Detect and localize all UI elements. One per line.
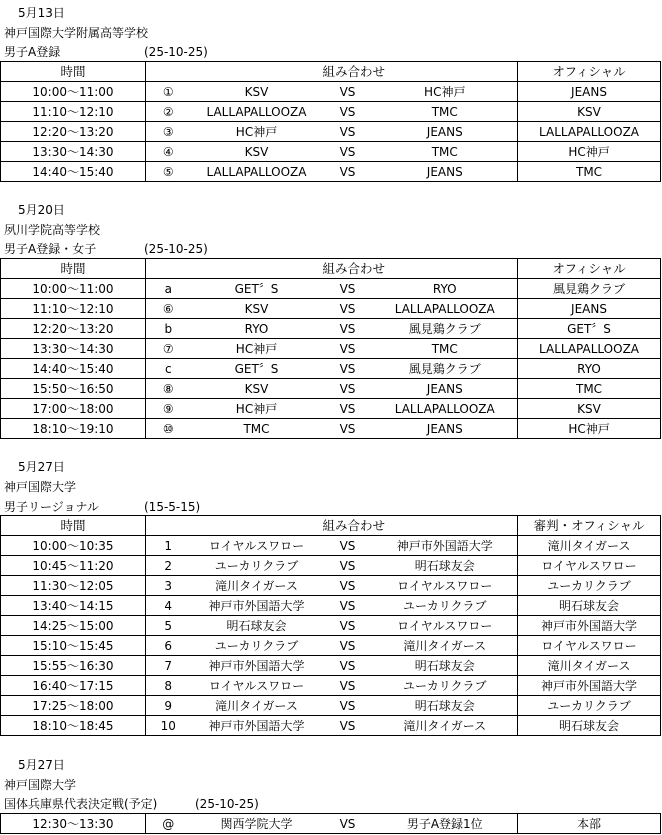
team2-cell: JEANS xyxy=(373,162,518,182)
time-cell: 12:30～13:30 xyxy=(1,814,146,834)
section3-format: (15-5-15) xyxy=(144,500,201,514)
match-number: ⑩ xyxy=(146,419,191,439)
team2-cell: 風見鶏クラブ xyxy=(373,359,518,379)
team2-cell: LALLAPALLOOZA xyxy=(373,299,518,319)
time-cell: 10:00～11:00 xyxy=(1,279,146,299)
match-number: 7 xyxy=(146,656,191,676)
team1-cell: 滝川タイガース xyxy=(191,576,323,596)
official-cell: 滝川タイガース xyxy=(518,656,661,676)
official-cell: JEANS xyxy=(518,299,661,319)
team1-cell: HC神戸 xyxy=(191,399,323,419)
section2-table xyxy=(0,258,661,439)
time-cell: 11:30～12:05 xyxy=(1,576,146,596)
team1-cell: KSV xyxy=(191,299,323,319)
time-cell: 10:00～11:00 xyxy=(1,82,146,102)
official-cell: GET〞S xyxy=(518,319,661,339)
time-cell: 15:55～16:30 xyxy=(1,656,146,676)
vs-cell: VS xyxy=(323,162,373,182)
table-row xyxy=(1,636,661,656)
table-row xyxy=(1,696,661,716)
official-cell: RYO xyxy=(518,359,661,379)
team2-cell: JEANS xyxy=(373,419,518,439)
table-row xyxy=(1,319,661,339)
team1-cell: RYO xyxy=(191,319,323,339)
vs-cell: VS xyxy=(323,142,373,162)
official-cell: TMC xyxy=(518,379,661,399)
vs-cell: VS xyxy=(323,122,373,142)
match-number: ① xyxy=(146,82,191,102)
official-cell: LALLAPALLOOZA xyxy=(518,122,661,142)
vs-cell: VS xyxy=(323,399,373,419)
official-cell: 本部 xyxy=(518,814,661,834)
time-cell: 12:20～13:20 xyxy=(1,319,146,339)
vs-cell: VS xyxy=(323,319,373,339)
table-row xyxy=(1,419,661,439)
official-cell: 明石球友会 xyxy=(518,596,661,616)
match-number: 9 xyxy=(146,696,191,716)
team1-cell: HC神戸 xyxy=(191,339,323,359)
vs-cell: VS xyxy=(323,696,373,716)
team1-cell: HC神戸 xyxy=(191,122,323,142)
team1-cell: ユーカリクラブ xyxy=(191,636,323,656)
table-row xyxy=(1,556,661,576)
team2-cell: TMC xyxy=(373,142,518,162)
section1-venue: 神戸国際大学附属高等学校 xyxy=(4,26,149,40)
table-row xyxy=(1,122,661,142)
time-cell: 12:20～13:20 xyxy=(1,122,146,142)
team2-cell: TMC xyxy=(373,339,518,359)
table-row xyxy=(1,536,661,556)
match-number: ⑤ xyxy=(146,162,191,182)
table-row xyxy=(1,279,661,299)
team1-cell: 神戸市外国語大学 xyxy=(191,656,323,676)
official-cell: HC神戸 xyxy=(518,142,661,162)
official-cell: KSV xyxy=(518,399,661,419)
match-number: ⑧ xyxy=(146,379,191,399)
section4-table xyxy=(0,813,661,834)
official-cell: 風見鶏クラブ xyxy=(518,279,661,299)
table-row xyxy=(1,339,661,359)
official-cell: 滝川タイガース xyxy=(518,536,661,556)
table-row xyxy=(1,379,661,399)
time-cell: 10:45～11:20 xyxy=(1,556,146,576)
section4-date: 5月27日 xyxy=(18,758,65,772)
table-row xyxy=(1,299,661,319)
team1-cell: KSV xyxy=(191,379,323,399)
section4-format: (25-10-25) xyxy=(195,797,259,811)
table-row xyxy=(1,716,661,736)
table-header-row xyxy=(1,516,661,536)
time-cell: 11:10～12:10 xyxy=(1,102,146,122)
team2-cell: ロイヤルスワロー xyxy=(373,616,518,636)
vs-cell: VS xyxy=(323,359,373,379)
team2-cell: JEANS xyxy=(373,122,518,142)
time-cell: 17:00～18:00 xyxy=(1,399,146,419)
section4-venue: 神戸国際大学 xyxy=(4,778,77,792)
vs-cell: VS xyxy=(323,616,373,636)
table-row xyxy=(1,102,661,122)
time-cell: 18:10～18:45 xyxy=(1,716,146,736)
team1-cell: 明石球友会 xyxy=(191,616,323,636)
time-cell: 14:40～15:40 xyxy=(1,162,146,182)
time-cell: 18:10～19:10 xyxy=(1,419,146,439)
table-row xyxy=(1,399,661,419)
match-number: 5 xyxy=(146,616,191,636)
table-row xyxy=(1,596,661,616)
section3-date: 5月27日 xyxy=(18,460,65,474)
table-row xyxy=(1,162,661,182)
section2-category: 男子A登録・女子 xyxy=(4,242,97,256)
match-number: 4 xyxy=(146,596,191,616)
section4-category: 国体兵庫県代表決定戦(予定) xyxy=(4,797,158,811)
table-row xyxy=(1,142,661,162)
team2-cell: 男子A登録1位 xyxy=(373,814,518,834)
team1-cell: LALLAPALLOOZA xyxy=(191,102,323,122)
vs-cell: VS xyxy=(323,379,373,399)
team2-cell: 明石球友会 xyxy=(373,696,518,716)
vs-cell: VS xyxy=(323,536,373,556)
section2-format: (25-10-25) xyxy=(144,242,208,256)
official-header: 審判・オフィシャル xyxy=(518,516,661,536)
team1-cell: 滝川タイガース xyxy=(191,696,323,716)
official-cell: ロイヤルスワロー xyxy=(518,636,661,656)
section3-category: 男子リージョナル xyxy=(4,500,99,514)
time-header: 時間 xyxy=(1,516,146,536)
official-cell: 神戸市外国語大学 xyxy=(518,676,661,696)
time-cell: 13:40～14:15 xyxy=(1,596,146,616)
time-cell: 14:25～15:00 xyxy=(1,616,146,636)
match-number: b xyxy=(146,319,191,339)
official-cell: LALLAPALLOOZA xyxy=(518,339,661,359)
table-row xyxy=(1,82,661,102)
section2-date: 5月20日 xyxy=(18,203,65,217)
match-number: ③ xyxy=(146,122,191,142)
team1-cell: 神戸市外国語大学 xyxy=(191,716,323,736)
section3-venue: 神戸国際大学 xyxy=(4,480,77,494)
match-number: 3 xyxy=(146,576,191,596)
team2-cell: 明石球友会 xyxy=(373,556,518,576)
table-row xyxy=(1,616,661,636)
match-number: ⑨ xyxy=(146,399,191,419)
vs-cell: VS xyxy=(323,299,373,319)
team1-cell: GET〞S xyxy=(191,359,323,379)
team1-cell: KSV xyxy=(191,82,323,102)
team2-cell: ユーカリクラブ xyxy=(373,676,518,696)
official-cell: 明石球友会 xyxy=(518,716,661,736)
match-number: @ xyxy=(146,814,191,834)
vs-cell: VS xyxy=(323,102,373,122)
match-number: ② xyxy=(146,102,191,122)
official-header: オフィシャル xyxy=(518,62,661,82)
team2-cell: 明石球友会 xyxy=(373,656,518,676)
official-cell: ユーカリクラブ xyxy=(518,576,661,596)
match-number: ⑦ xyxy=(146,339,191,359)
official-cell: ユーカリクラブ xyxy=(518,696,661,716)
team2-cell: 風見鶏クラブ xyxy=(373,319,518,339)
match-header: 組み合わせ xyxy=(191,62,518,82)
match-header: 組み合わせ xyxy=(191,516,518,536)
official-cell: HC神戸 xyxy=(518,419,661,439)
team2-cell: 神戸市外国語大学 xyxy=(373,536,518,556)
team1-cell: ロイヤルスワロー xyxy=(191,676,323,696)
official-cell: TMC xyxy=(518,162,661,182)
team2-cell: ロイヤルスワロー xyxy=(373,576,518,596)
time-cell: 15:10～15:45 xyxy=(1,636,146,656)
team1-cell: 関西学院大学 xyxy=(191,814,323,834)
time-cell: 13:30～14:30 xyxy=(1,339,146,359)
section1-format: (25-10-25) xyxy=(144,45,208,59)
match-number: a xyxy=(146,279,191,299)
official-cell: 神戸市外国語大学 xyxy=(518,616,661,636)
match-number: 8 xyxy=(146,676,191,696)
vs-cell: VS xyxy=(323,556,373,576)
team2-cell: ユーカリクラブ xyxy=(373,596,518,616)
team2-cell: 滝川タイガース xyxy=(373,636,518,656)
team1-cell: ユーカリクラブ xyxy=(191,556,323,576)
table-header-row xyxy=(1,259,661,279)
time-cell: 11:10～12:10 xyxy=(1,299,146,319)
time-cell: 15:50～16:50 xyxy=(1,379,146,399)
team2-cell: 滝川タイガース xyxy=(373,716,518,736)
time-cell: 14:40～15:40 xyxy=(1,359,146,379)
team1-cell: ロイヤルスワロー xyxy=(191,536,323,556)
vs-cell: VS xyxy=(323,596,373,616)
time-cell: 10:00～10:35 xyxy=(1,536,146,556)
vs-cell: VS xyxy=(323,656,373,676)
time-cell: 17:25～18:00 xyxy=(1,696,146,716)
match-header: 組み合わせ xyxy=(191,259,518,279)
match-number: ④ xyxy=(146,142,191,162)
vs-cell: VS xyxy=(323,339,373,359)
team1-cell: 神戸市外国語大学 xyxy=(191,596,323,616)
match-number: 6 xyxy=(146,636,191,656)
vs-cell: VS xyxy=(323,576,373,596)
time-cell: 13:30～14:30 xyxy=(1,142,146,162)
match-number: 2 xyxy=(146,556,191,576)
match-number: 10 xyxy=(146,716,191,736)
table-header-row xyxy=(1,62,661,82)
time-header: 時間 xyxy=(1,62,146,82)
vs-cell: VS xyxy=(323,814,373,834)
official-cell: JEANS xyxy=(518,82,661,102)
team2-cell: RYO xyxy=(373,279,518,299)
team1-cell: LALLAPALLOOZA xyxy=(191,162,323,182)
match-number: c xyxy=(146,359,191,379)
section3-table xyxy=(0,515,661,736)
team2-cell: JEANS xyxy=(373,379,518,399)
table-row xyxy=(1,814,661,834)
table-row xyxy=(1,359,661,379)
time-header: 時間 xyxy=(1,259,146,279)
team2-cell: HC神戸 xyxy=(373,82,518,102)
time-cell: 16:40～17:15 xyxy=(1,676,146,696)
section2-venue: 夙川学院高等学校 xyxy=(4,223,101,237)
table-row xyxy=(1,576,661,596)
section1-date: 5月13日 xyxy=(18,6,65,20)
match-number: 1 xyxy=(146,536,191,556)
team1-cell: TMC xyxy=(191,419,323,439)
official-cell: KSV xyxy=(518,102,661,122)
vs-cell: VS xyxy=(323,636,373,656)
team2-cell: LALLAPALLOOZA xyxy=(373,399,518,419)
match-number: ⑥ xyxy=(146,299,191,319)
vs-cell: VS xyxy=(323,82,373,102)
team1-cell: GET〞S xyxy=(191,279,323,299)
official-header: オフィシャル xyxy=(518,259,661,279)
vs-cell: VS xyxy=(323,676,373,696)
vs-cell: VS xyxy=(323,716,373,736)
table-row xyxy=(1,656,661,676)
table-row xyxy=(1,676,661,696)
vs-cell: VS xyxy=(323,419,373,439)
section1-table xyxy=(0,61,661,182)
vs-cell: VS xyxy=(323,279,373,299)
official-cell: ロイヤルスワロー xyxy=(518,556,661,576)
team2-cell: TMC xyxy=(373,102,518,122)
team1-cell: KSV xyxy=(191,142,323,162)
section1-category: 男子A登録 xyxy=(4,45,61,59)
